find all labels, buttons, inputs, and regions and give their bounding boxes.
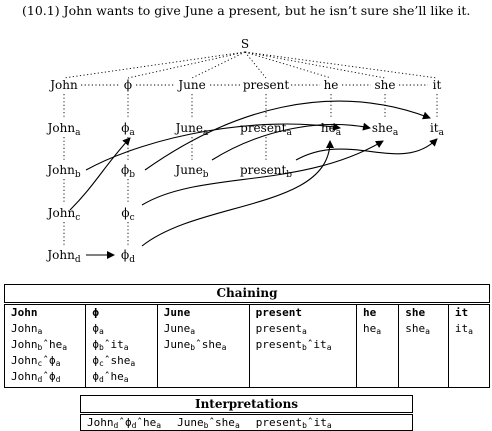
tree-node-b-2: Juneb — [175, 163, 209, 180]
term-text: present — [255, 322, 302, 335]
tree-node-b-1: ϕb — [121, 163, 135, 180]
tree-node-d-0: Johnd — [47, 248, 81, 265]
subscript: d — [113, 421, 119, 430]
term-text: ˆit — [103, 338, 124, 351]
interpretations-list — [81, 414, 413, 431]
tree-word-4: he — [323, 78, 339, 92]
term-text: John — [11, 322, 38, 335]
chaining-entry — [363, 321, 394, 337]
subscript: c — [99, 359, 104, 368]
subscript: b — [203, 421, 209, 430]
term-text: ϕ — [92, 354, 100, 367]
interpretation-item — [256, 416, 332, 429]
interpretations-title: Interpretations — [81, 396, 413, 414]
term-text: John — [11, 354, 38, 367]
term-text: ˆϕ — [118, 416, 132, 429]
interpretation-item — [87, 416, 161, 429]
chaining-entry — [256, 337, 352, 353]
subscript: a — [123, 375, 129, 384]
subscript: a — [123, 343, 129, 352]
term-text: present — [255, 338, 302, 351]
subscript: b — [99, 343, 104, 352]
chaining-title: Chaining — [5, 285, 490, 304]
term-text: present — [255, 416, 303, 429]
subscript: a — [425, 327, 430, 336]
subscript: b — [190, 343, 196, 352]
term-text: ˆhe — [42, 338, 63, 351]
term-text: ˆϕ — [42, 370, 56, 383]
dotted-branch-5 — [245, 52, 385, 78]
subscript: b — [301, 343, 307, 352]
tree-word-0: John — [50, 78, 78, 92]
chaining-column-header: ϕ — [92, 306, 100, 319]
subscript: b — [302, 421, 307, 430]
subscript: a — [62, 343, 68, 352]
subscript: a — [156, 421, 162, 430]
tree-node-b-0: Johnb — [47, 163, 81, 180]
chaining-table — [4, 284, 490, 388]
tree-node-a-0: Johna — [47, 121, 81, 138]
subscript: a — [326, 343, 332, 352]
tree-node-d-1: ϕd — [121, 248, 135, 265]
chaining-entry — [11, 369, 81, 385]
subscript: a — [130, 359, 136, 368]
chaining-entry — [11, 321, 81, 337]
term-text: ˆshe — [208, 416, 235, 429]
example-caption: (10.1) John wants to give June a present, but he isn’t sure she’ll like it. — [22, 3, 471, 18]
chaining-entry — [256, 321, 352, 337]
subscript: d — [37, 375, 43, 384]
chaining-column-5 — [399, 304, 449, 388]
term-text: June — [163, 338, 191, 351]
dotted-branch-0 — [64, 52, 245, 78]
chaining-column-header: present — [255, 306, 302, 319]
dotted-branch-6 — [245, 52, 437, 78]
term-text: it — [454, 322, 469, 335]
chaining-entry — [92, 353, 152, 369]
term-text: John — [11, 370, 38, 383]
chaining-entry — [164, 337, 245, 353]
tree-node-a-4: hea — [320, 121, 342, 138]
chaining-entry — [405, 321, 444, 337]
dotted-branch-4 — [245, 52, 331, 78]
subscript: a — [190, 327, 196, 336]
subscript: a — [326, 421, 332, 430]
subscript: d — [55, 375, 61, 384]
chaining-column-header: John — [11, 306, 38, 319]
chaining-column-header: June — [163, 306, 191, 319]
term-text: June — [177, 416, 204, 429]
subscript: a — [99, 327, 104, 336]
term-text: ϕ — [92, 322, 100, 335]
term-text: ˆhe — [103, 370, 124, 383]
term-text: John — [11, 338, 38, 351]
tree-node-a-3: presenta — [240, 121, 292, 138]
subscript: d — [99, 375, 104, 384]
dotted-branch-1 — [128, 52, 245, 78]
tree-node-a-6: ita — [429, 121, 445, 138]
tree-word-3: present — [242, 78, 290, 92]
chaining-column-header: she — [405, 306, 426, 319]
chaining-entry — [11, 353, 81, 369]
subscript: a — [55, 359, 61, 368]
chaining-column-6 — [448, 304, 489, 388]
tree-node-b-3: presentb — [239, 163, 293, 180]
chaining-column-3 — [249, 304, 356, 388]
tree-word-2: June — [178, 78, 206, 92]
chaining-entry — [164, 321, 245, 337]
term-text: she — [405, 322, 426, 335]
tree-node-c-1: ϕc — [121, 206, 135, 223]
subscript: a — [234, 421, 240, 430]
subscript: a — [301, 327, 307, 336]
term-text: ˆit — [306, 338, 327, 351]
term-text: ϕ — [92, 338, 100, 351]
dotted-branch-2 — [192, 52, 245, 78]
chaining-entry — [11, 337, 81, 353]
subscript: a — [221, 343, 227, 352]
term-text: ˆit — [306, 416, 327, 429]
term-text: ˆshe — [103, 354, 131, 367]
chaining-column-header: it — [454, 306, 469, 319]
subscript: c — [37, 359, 43, 368]
chaining-column-1 — [86, 304, 157, 388]
tree-root-label: S — [240, 37, 250, 51]
term-text: John — [87, 416, 114, 429]
term-text: ˆshe — [195, 338, 222, 351]
chaining-entry — [455, 321, 485, 337]
subscript: d — [131, 421, 137, 430]
term-text: June — [163, 322, 191, 335]
tree-node-c-0: Johnc — [47, 206, 81, 223]
chaining-entry — [92, 321, 152, 337]
subscript: a — [376, 327, 382, 336]
tree-word-5: she — [374, 78, 396, 92]
tree-word-1: ϕ — [123, 78, 133, 92]
dotted-branch-3 — [245, 52, 266, 78]
interpretation-item — [177, 416, 240, 429]
chaining-column-2 — [157, 304, 249, 388]
chaining-column-header: he — [363, 306, 377, 319]
subscript: a — [468, 327, 473, 336]
term-text: ˆϕ — [42, 354, 56, 367]
chaining-column-4 — [357, 304, 399, 388]
term-text: he — [363, 322, 377, 335]
tree-word-6: it — [432, 78, 442, 92]
subscript: a — [37, 327, 43, 336]
term-text: ϕ — [92, 370, 100, 383]
tree-node-a-2: Junea — [175, 121, 209, 138]
chaining-entry — [92, 369, 152, 385]
tree-node-a-5: shea — [371, 121, 399, 138]
term-text: ˆhe — [136, 416, 157, 429]
chaining-column-0 — [5, 304, 86, 388]
interpretations-table — [80, 395, 413, 431]
chaining-entry — [92, 337, 152, 353]
subscript: b — [37, 343, 43, 352]
tree-node-a-1: ϕa — [121, 121, 135, 138]
